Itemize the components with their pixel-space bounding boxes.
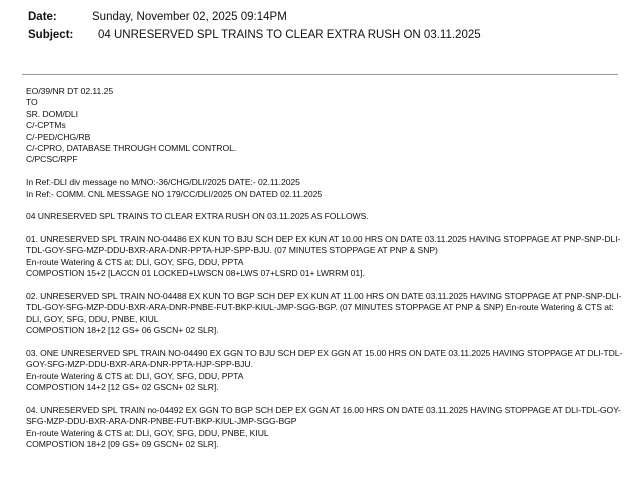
train-line: SFG-MZP-DDU-BXR-ARA-DNR-PNBE-FUT-BKP-KIUL-JMP-SGG-BGP	[26, 416, 297, 427]
message-body	[26, 86, 623, 451]
address-line: C/-CPTMs	[26, 120, 66, 131]
train-line: En-route Watering & CTS at: DLI, GOY, SFG, DDU, PPTA	[26, 370, 244, 381]
date-value: Sunday, November 02, 2025 09:14PM	[92, 11, 287, 23]
header-divider	[22, 74, 618, 75]
train-entry-2	[26, 291, 622, 337]
address-line: TO	[26, 97, 38, 108]
spacer	[26, 200, 616, 211]
reference-block	[26, 177, 616, 200]
train-line: 04. UNRESERVED SPL TRAIN no-04492 EX GGN TO BGP SCH DEP EX GGN AT 16.00 HRS ON DATE 03.11.2025 HAVING STOPPAGE AT DLI-TDL-GOY-	[26, 404, 621, 415]
train-line: COMPOSTION 14+2 [12 GS+ 02 GSCN+ 02 SLR].	[26, 382, 219, 393]
date-label: Date:	[28, 11, 57, 23]
subject-label: Subject:	[28, 29, 74, 41]
date-row	[28, 10, 287, 24]
train-entry-3	[26, 347, 623, 394]
train-line: COMPOSTION 18+2 [12 GS+ 06 GSCN+ 02 SLR].	[26, 325, 219, 336]
address-line: EO/39/NR DT 02.11.25	[26, 86, 114, 96]
address-line: C/PCSC/RPF	[26, 154, 78, 165]
spacer	[26, 394, 616, 405]
address-line: C/-CPRO, DATABASE THROUGH COMML CONTROL.	[26, 142, 237, 153]
intro-line: 04 UNRESERVED SPL TRAINS TO CLEAR EXTRA RUSH ON 03.11.2025 AS FOLLOWS.	[26, 211, 369, 222]
subject-value: 04 UNRESERVED SPL TRAINS TO CLEAR EXTRA RUSH ON 03.11.2025	[98, 29, 481, 41]
subject-row	[28, 28, 481, 42]
spacer	[26, 223, 616, 234]
train-line: En-route Watering & CTS at: DLI, GOY, SFG, DDU, PPTA	[26, 256, 244, 267]
train-line: En-route Watering & CTS at: DLI, GOY, SFG, DDU, PNBE, KIUL	[26, 427, 269, 438]
train-line: 02. UNRESERVED SPL TRAIN NO-04488 EX KUN TO BGP SCH DEP EX KUN AT 11.00 HRS ON DATE 03.11.2025 HAVING STOPPAGE AT PNP-SNP-DLI-	[26, 291, 622, 302]
train-line: TDL-GOY-SFG-MZP-DDU-BXR-ARA-DNR-PPTA-HJP-SPP-BJU. (07 MINUTES STOPPAGE AT PNP & SNP)	[26, 245, 438, 256]
address-block	[26, 86, 616, 166]
reference-line: In Ref:- COMM. CNL MESSAGE NO 179/CC/DLI/2025 ON DATED 02.11.2025	[26, 188, 323, 199]
address-line: SR. DOM/DLI	[26, 108, 78, 119]
email-header	[0, 0, 640, 70]
train-line: GOY-SFG-MZP-DDU-BXR-ARA-DNR-PPTA-HJP-SPP-BJU.	[26, 359, 253, 370]
spacer	[26, 166, 616, 177]
address-line: C/-PED/CHG/RB	[26, 131, 91, 142]
spacer	[26, 280, 616, 291]
train-line: 03. ONE UNRESERVED SPL TRAIN NO-04490 EX GGN TO BJU SCH DEP EX GGN AT 15.00 HRS ON DATE 03.11.2025 HAVING STOPPAGE AT DLI-TDL-	[26, 347, 623, 358]
train-line: COMPOSTION 15+2 [LACCN 01 LOCKED+LWSCN 08+LWS 07+LSRD 01+ LWRRM 01].	[26, 268, 365, 279]
train-entry-1	[26, 234, 621, 280]
train-line: COMPOSTION 18+2 [09 GS+ 09 GSCN+ 02 SLR].	[26, 439, 219, 450]
train-entry-4	[26, 404, 621, 451]
train-line: 01. UNRESERVED SPL TRAIN NO-04486 EX KUN TO BJU SCH DEP EX KUN AT 10.00 HRS ON DATE 03.11.2025 HAVING STOPPAGE AT PNP-SNP-DLI-	[26, 234, 621, 245]
reference-line: In Ref:-DLI div message no M/NO:-36/CHG/DLI/2025 DATE:- 02.11.2025	[26, 177, 300, 188]
train-line: DLI, GOY, SFG, DDU, PNBE, KIUL	[26, 313, 159, 324]
spacer	[26, 337, 616, 348]
train-line: TDL-GOY-SFG-MZP-DDU-BXR-ARA-DNR-PNBE-FUT-BKP-KIUL-JMP-SGG-BGP. (07 MINUTES STOPPAGE AT PNP & SNP) En-route Watering & CTS at:	[26, 302, 614, 313]
